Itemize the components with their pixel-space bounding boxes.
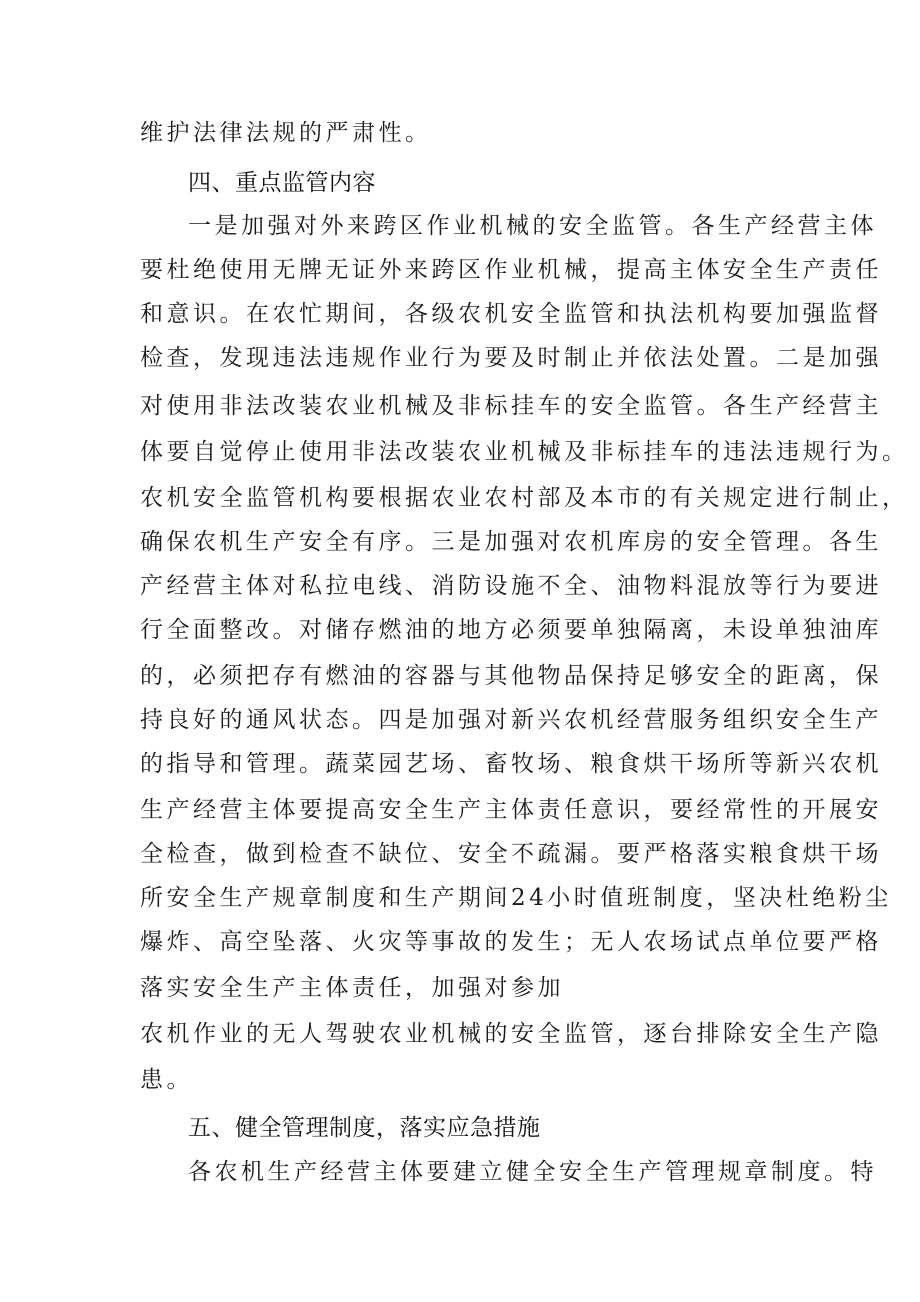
paragraph-line: 生产经营主体要提高安全生产主体责任意识，要经常性的开展安 xyxy=(140,797,882,823)
paragraph-line: 持良好的通风状态。四是加强对新兴农机经营服务组织安全生产 xyxy=(140,707,882,733)
paragraph-line: 确保农机生产安全有序。三是加强对农机库房的安全管理。各生 xyxy=(140,529,882,555)
paragraph-line: 一是加强对外来跨区作业机械的安全监管。各生产经营主体 xyxy=(188,213,877,239)
paragraph-line: 所安全生产规章制度和生产期间24小时值班制度，坚决杜绝粉尘 xyxy=(140,885,892,911)
paragraph-line: 落实安全生产主体责任，加强对参加 xyxy=(140,975,564,1001)
paragraph-line: 的，必须把存有燃油的容器与其他物品保持足够安全的距离，保 xyxy=(140,663,882,689)
paragraph-line: 农机作业的无人驾驶农业机械的安全监管，逐台排除安全生产隐 xyxy=(140,1021,882,1047)
paragraph-line: 检查，发现违法违规作业行为要及时制止并依法处置。二是加强 xyxy=(140,345,882,371)
section-heading-5: 五、健全管理制度，落实应急措施 xyxy=(188,1115,541,1141)
paragraph-line: 产经营主体对私拉电线、消防设施不全、油物料混放等行为要进 xyxy=(140,573,882,599)
paragraph-line: 患。 xyxy=(140,1067,193,1093)
paragraph-line: 全检查，做到检查不缺位、安全不疏漏。要严格落实粮食烘干场 xyxy=(140,841,882,867)
paragraph-line: 爆炸、高空坠落、火灾等事故的发生；无人农场试点单位要严格 xyxy=(140,929,882,955)
paragraph-line: 维护法律法规的严肃性。 xyxy=(140,120,432,146)
paragraph-line: 体要自觉停止使用非法改装农业机械及非标挂车的违法违规行为。 xyxy=(140,439,909,465)
paragraph-line: 要杜绝使用无牌无证外来跨区作业机械，提高主体安全生产责任 xyxy=(140,257,882,283)
section-heading-4: 四、重点监管内容 xyxy=(188,170,376,196)
paragraph-line: 各农机生产经营主体要建立健全安全生产管理规章制度。特 xyxy=(188,1159,877,1185)
paragraph-line: 的指导和管理。蔬菜园艺场、畜牧场、粮食烘干场所等新兴农机 xyxy=(140,751,882,777)
paragraph-line: 农机安全监管机构要根据农业农村部及本市的有关规定进行制止， xyxy=(140,485,909,511)
paragraph-line: 和意识。在农忙期间，各级农机安全监管和执法机构要加强监督 xyxy=(140,301,882,327)
paragraph-line: 对使用非法改装农业机械及非标挂车的安全监管。各生产经营主 xyxy=(140,393,882,419)
paragraph-line: 行全面整改。对储存燃油的地方必须要单独隔离，未设单独油库 xyxy=(140,617,882,643)
